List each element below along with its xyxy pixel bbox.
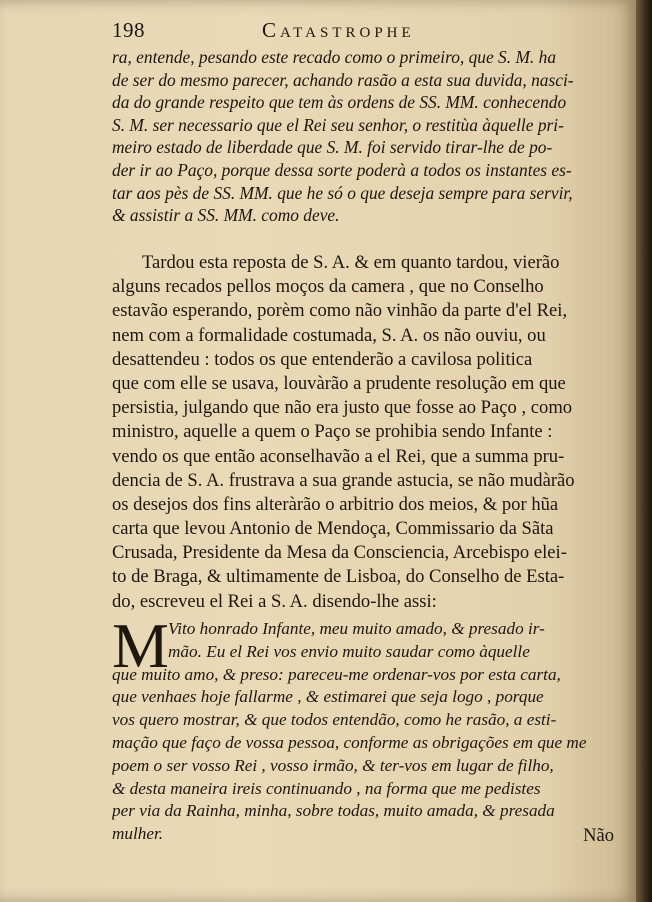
text-line: alguns recados pellos moços da camera , que no Conselho [112,276,544,298]
text-line: to de Braga, & ultimamente de Lisboa, do Conselho de Esta- [112,566,565,588]
text-line: ra, entende, pesando este recado como o primeiro, que S. M. ha [112,47,557,67]
text-line: que com elle se usava, louvàrão a prudente resolução em que [112,372,566,394]
text-line: que venhaes hoje fallarme , & estimarei que seja logo , porque [112,687,544,707]
text-line: tar aos pès de SS. MM. que he só o que deseja sempre para servir, [112,182,573,203]
text-line: Crusada, Presidente da Mesa da Consciencia, Arcebispo elei- [112,542,567,564]
drop-cap: M [112,610,169,681]
text-line: & desta maneira ireis continuando , na forma que me pedistes [112,778,541,798]
text-line: dencia de S. A. frustrava a sua grande astucia, se não mudàrão [112,469,575,491]
text-line: & assistir a SS. MM. como deve. [112,205,340,226]
text-line: Vito honrado Infante, meu muito amado, & presado ir- [168,619,545,638]
text-line: vos quero mostrar, & que todos entendão, como he rasão, a esti- [112,710,557,730]
page-header [112,18,632,48]
running-title: Catastrophe [262,18,415,42]
italic-letter-paragraph [112,610,627,846]
text-line: per via da Rainha, minha, sobre todas, muito amada, & presada [112,801,555,821]
text-line: que muito amo, & preso: pareceu-me ordenar-vos por esta carta, [112,664,561,684]
text-line: meiro estado de liberdade que S. M. foi servido tirar-lhe de po- [112,137,553,158]
catchword: Não [583,826,614,846]
text-line: mão. Eu el Rei vos envio muito saudar como àquelle [168,641,530,661]
text-line: vendo os que então aconselhavão a el Rei, que a summa pru- [112,445,565,467]
text-line: persistia, julgando que não era justo que fosse ao Paço , como [112,397,573,419]
text-line: estavão esperando, porèm como não vinhão da parte d'el Rei, [112,300,568,322]
text-line: do, escreveu el Rei a S. A. disendo-lhe assi: [112,590,437,612]
text-line: desattendeu : todos os que entenderão a cavilosa politica [112,348,533,370]
text-line: mulher. [112,824,164,844]
text-line: nem com a formalidade costumada, S. A. os não ouviu, ou [112,324,546,346]
text-line: da do grande respeito que tem às ordens de SS. MM. conhecendo [112,92,567,113]
text-line: os desejos dos fins alteràrão o arbitrio dos meios, & por hũa [112,493,559,515]
roman-paragraph [112,251,627,614]
text-line: der ir ao Paço, porque dessa sorte poderà a todos os instantes es- [112,159,572,180]
text-line: Tardou esta reposta de S. A. & em quanto tardou, vierão [142,252,560,273]
text-line: de ser do mesmo parecer, achando rasão a esta sua duvida, nasci- [112,69,574,90]
text-line: mação que faço de vossa pessoa, conforme as obrigações em que me [112,732,587,752]
text-line: ministro, aquelle a quem o Paço se prohibia sendo Infante : [112,421,553,443]
italic-paragraph-letter-end [112,46,627,227]
text-line: S. M. ser necessario que el Rei seu senhor, o restitùa àquelle pri- [112,114,564,135]
book-spine [636,0,652,902]
text-line: poem o ser vosso Rei , vosso irmão, & ter-vos em lugar de filho, [112,755,554,775]
text-line: carta que levou Antonio de Mendoça, Commissario da Sãta [112,518,554,540]
page-number: 198 [112,18,145,42]
